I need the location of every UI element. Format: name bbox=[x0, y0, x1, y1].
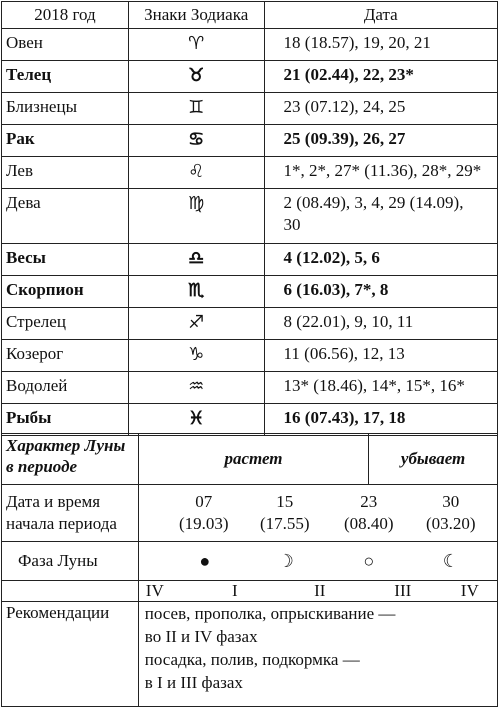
zodiac-symbol-icon: ♎︎ bbox=[128, 244, 264, 276]
header-signs: Знаки Зодиака bbox=[128, 2, 264, 29]
first-quarter-moon-icon: ☽ bbox=[277, 551, 294, 571]
recommendation-line: в I и III фазах bbox=[144, 673, 243, 692]
zodiac-dates-line: 1*, 2*, 27* (11.36), 28*, 29* bbox=[283, 161, 482, 180]
period-time: (03.20) bbox=[425, 514, 476, 533]
zodiac-dates bbox=[264, 125, 497, 157]
zodiac-sign-name: Телец bbox=[2, 61, 129, 93]
zodiac-row bbox=[2, 244, 498, 276]
zodiac-row bbox=[2, 157, 498, 189]
period-time: (17.55) bbox=[259, 514, 310, 533]
zodiac-sign-name: Козерог bbox=[2, 340, 129, 372]
zodiac-dates-line: 13* (18.46), 14*, 15*, 16* bbox=[283, 376, 465, 395]
recommendations-text bbox=[138, 602, 497, 707]
zodiac-dates-line: 6 (16.03), 7*, 8 bbox=[283, 280, 389, 299]
zodiac-sign-name: Рак bbox=[2, 125, 129, 157]
period-1 bbox=[169, 491, 239, 535]
zodiac-dates bbox=[264, 157, 497, 189]
period-2 bbox=[250, 491, 320, 535]
zodiac-dates-line: 21 (02.44), 22, 23* bbox=[283, 65, 414, 84]
period-day: 30 bbox=[442, 492, 460, 511]
moon-waning: убывает bbox=[369, 434, 498, 485]
quarter-cells bbox=[138, 581, 497, 602]
zodiac-row bbox=[2, 372, 498, 404]
zodiac-sign-name: Стрелец bbox=[2, 308, 129, 340]
moon-growing: растет bbox=[138, 434, 368, 485]
zodiac-dates-line: 30 bbox=[283, 215, 301, 234]
zodiac-dates bbox=[264, 93, 497, 125]
period-time: (08.40) bbox=[343, 514, 394, 533]
zodiac-row bbox=[2, 308, 498, 340]
zodiac-symbol-icon: ♏︎ bbox=[128, 276, 264, 308]
moon-phase-table bbox=[1, 433, 498, 707]
zodiac-dates-line: 25 (09.39), 26, 27 bbox=[283, 129, 406, 148]
zodiac-symbol-icon: ♉︎ bbox=[128, 61, 264, 93]
zodiac-sign-name: Овен bbox=[2, 29, 129, 61]
zodiac-symbol-icon: ♈︎ bbox=[128, 29, 264, 61]
period-start-label: Дата и время начала периода bbox=[2, 485, 139, 542]
zodiac-sign-name: Близнецы bbox=[2, 93, 129, 125]
moon-character-label: Характер Луны в периоде bbox=[2, 434, 139, 485]
zodiac-dates-line: 2 (08.49), 3, 4, 29 (14.09), bbox=[283, 193, 464, 212]
recommendation-line: во II и IV фазах bbox=[144, 627, 258, 646]
zodiac-sign-name: Скорпион bbox=[2, 276, 129, 308]
new-moon-icon: ○ bbox=[363, 551, 375, 571]
zodiac-symbol-icon: ♐︎ bbox=[128, 308, 264, 340]
full-moon-icon: ● bbox=[199, 551, 211, 571]
zodiac-dates bbox=[264, 372, 497, 404]
zodiac-dates bbox=[264, 276, 497, 308]
zodiac-dates-line: 23 (07.12), 24, 25 bbox=[283, 97, 406, 116]
zodiac-dates-line: 16 (07.43), 17, 18 bbox=[283, 408, 406, 427]
quarter-iv-end: IV bbox=[460, 581, 479, 600]
zodiac-dates-line: 18 (18.57), 19, 20, 21 bbox=[283, 33, 431, 52]
zodiac-dates bbox=[264, 189, 497, 244]
period-day: 23 bbox=[360, 492, 378, 511]
quarter-label-empty bbox=[2, 581, 139, 602]
period-start-cells bbox=[138, 485, 497, 542]
moon-phase-label: Фаза Луны bbox=[2, 542, 139, 581]
zodiac-dates bbox=[264, 404, 497, 436]
recommendation-line: посев, прополка, опрыскивание — bbox=[144, 604, 396, 623]
zodiac-symbol-icon: ♊︎ bbox=[128, 93, 264, 125]
recommendation-line: посадка, полив, подкормка — bbox=[144, 650, 360, 669]
period-time: (19.03) bbox=[178, 514, 229, 533]
zodiac-dates bbox=[264, 308, 497, 340]
zodiac-row bbox=[2, 276, 498, 308]
zodiac-row bbox=[2, 404, 498, 436]
zodiac-symbol-icon: ♒︎ bbox=[128, 372, 264, 404]
zodiac-table bbox=[1, 1, 498, 436]
zodiac-dates bbox=[264, 340, 497, 372]
zodiac-dates bbox=[264, 61, 497, 93]
period-4 bbox=[416, 491, 486, 535]
period-day: 15 bbox=[276, 492, 294, 511]
period-3 bbox=[334, 491, 404, 535]
zodiac-row bbox=[2, 29, 498, 61]
quarter-ii: II bbox=[314, 581, 326, 600]
zodiac-symbol-icon: ♑︎ bbox=[128, 340, 264, 372]
header-year: 2018 год bbox=[2, 2, 129, 29]
zodiac-symbol-icon: ♋︎ bbox=[128, 125, 264, 157]
zodiac-row bbox=[2, 125, 498, 157]
last-quarter-moon-icon: ☾ bbox=[442, 551, 459, 571]
zodiac-symbol-icon: ♓︎ bbox=[128, 404, 264, 436]
period-day: 07 bbox=[195, 492, 213, 511]
zodiac-dates bbox=[264, 244, 497, 276]
zodiac-dates-line: 8 (22.01), 9, 10, 11 bbox=[283, 312, 414, 331]
recommendations-label: Рекомендации bbox=[2, 602, 139, 707]
zodiac-row bbox=[2, 61, 498, 93]
quarter-i: I bbox=[231, 581, 238, 600]
quarter-iii: III bbox=[394, 581, 412, 600]
zodiac-sign-name: Водолей bbox=[2, 372, 129, 404]
header-date: Дата bbox=[264, 2, 497, 29]
zodiac-sign-name: Дева bbox=[2, 189, 129, 244]
zodiac-symbol-icon: ♌︎ bbox=[128, 157, 264, 189]
zodiac-row bbox=[2, 340, 498, 372]
zodiac-row bbox=[2, 189, 498, 244]
zodiac-sign-name: Весы bbox=[2, 244, 129, 276]
zodiac-row bbox=[2, 93, 498, 125]
zodiac-sign-name: Рыбы bbox=[2, 404, 129, 436]
quarter-iv: IV bbox=[145, 581, 164, 600]
moon-phase-cells bbox=[138, 542, 497, 581]
zodiac-dates-line: 11 (06.56), 12, 13 bbox=[283, 344, 405, 363]
zodiac-symbol-icon: ♍︎ bbox=[128, 189, 264, 244]
zodiac-dates bbox=[264, 29, 497, 61]
zodiac-sign-name: Лев bbox=[2, 157, 129, 189]
zodiac-dates-line: 4 (12.02), 5, 6 bbox=[283, 248, 380, 267]
